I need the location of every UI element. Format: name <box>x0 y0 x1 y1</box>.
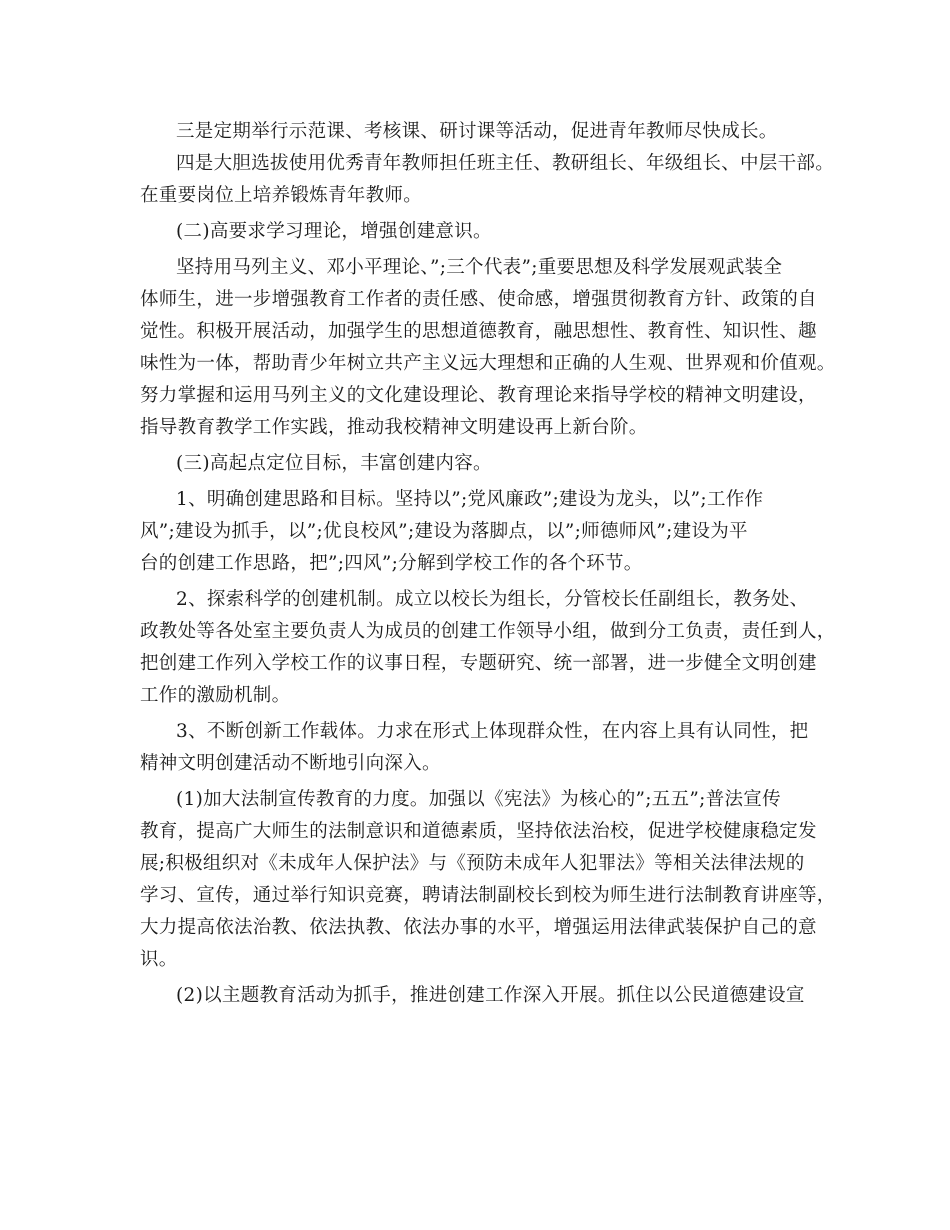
text-line: 1、明确创建思路和目标。坚持以”;党风廉政”;建设为龙头，以”;工作作 <box>176 489 764 510</box>
text-line: 指导教育教学工作实践，推动我校精神文明建设再上新台阶。 <box>140 417 648 438</box>
text-line: 坚持用马列主义、邓小平理论、”;三个代表”;重要思想及科学发展观武装全 <box>176 257 783 278</box>
text-line: 2、探索科学的创建机制。成立以校长为组长，分管校长任副组长，教务处、 <box>176 589 809 610</box>
text-line: 风”;建设为抓手，以”;优良校风”;建设为落脚点，以”;师德师风”;建设为平 <box>140 521 748 542</box>
text-line: 觉性。积极开展活动，加强学生的思想道德教育，融思想性、教育性、知识性、趣 <box>140 321 817 342</box>
text-line: 努力掌握和运用马列主义的文化建设理论、教育理论来指导学校的精神文明建设， <box>140 385 817 406</box>
text-line: 三是定期举行示范课、考核课、研讨课等活动，促进青年教师尽快成长。 <box>176 121 778 142</box>
text-line: (2)以主题教育活动为抓手，推进创建工作深入开展。抓住以公民道德建设宣 <box>176 985 805 1006</box>
text-line: (1)加大法制宣传教育的力度。加强以《宪法》为核心的”;五五”;普法宣传 <box>176 789 781 810</box>
text-line: 展;积极组织对《未成年人保护法》与《预防未成年人犯罪法》等相关法律法规的 <box>140 853 805 874</box>
text-line: 台的创建工作思路，把”;四风”;分解到学校工作的各个环节。 <box>140 553 643 574</box>
text-line: 味性为一体，帮助青少年树立共产主义远大理想和正确的人生观、世界观和价值观。 <box>140 353 836 374</box>
section-heading: (三)高起点定位目标，丰富创建内容。 <box>176 453 492 474</box>
text-line: 政教处等各处室主要负责人为成员的创建工作领导小组，做到分工负责，责任到人， <box>140 621 836 642</box>
document-page <box>140 116 836 1012</box>
text-line: 教育，提高广大师生的法制意识和道德素质，坚持依法治校，促进学校健康稳定发 <box>140 821 817 842</box>
text-line: 把创建工作列入学校工作的议事日程，专题研究、统一部署，进一步健全文明创建 <box>140 653 817 674</box>
text-line: 识。 <box>140 949 178 970</box>
text-line: 大力提高依法治教、依法执教、依法办事的水平，增强运用法律武装保护自己的意 <box>140 917 817 938</box>
text-line: 3、不断创新工作载体。力求在形式上体现群众性，在内容上具有认同性，把 <box>176 721 809 742</box>
text-line: 精神文明创建活动不断地引向深入。 <box>140 753 441 774</box>
text-line: 四是大胆选拔使用优秀青年教师担任班主任、教研组长、年级组长、中层干部。 <box>176 153 835 174</box>
text-line: 工作的激励机制。 <box>140 685 291 706</box>
section-heading: (二)高要求学习理论，增强创建意识。 <box>176 221 492 242</box>
text-line: 体师生，进一步增强教育工作者的责任感、使命感，增强贯彻教育方针、政策的自 <box>140 289 817 310</box>
text-line: 在重要岗位上培养锻炼青年教师。 <box>140 185 423 206</box>
text-line: 学习、宣传，通过举行知识竞赛，聘请法制副校长到校为师生进行法制教育讲座等， <box>140 885 836 906</box>
